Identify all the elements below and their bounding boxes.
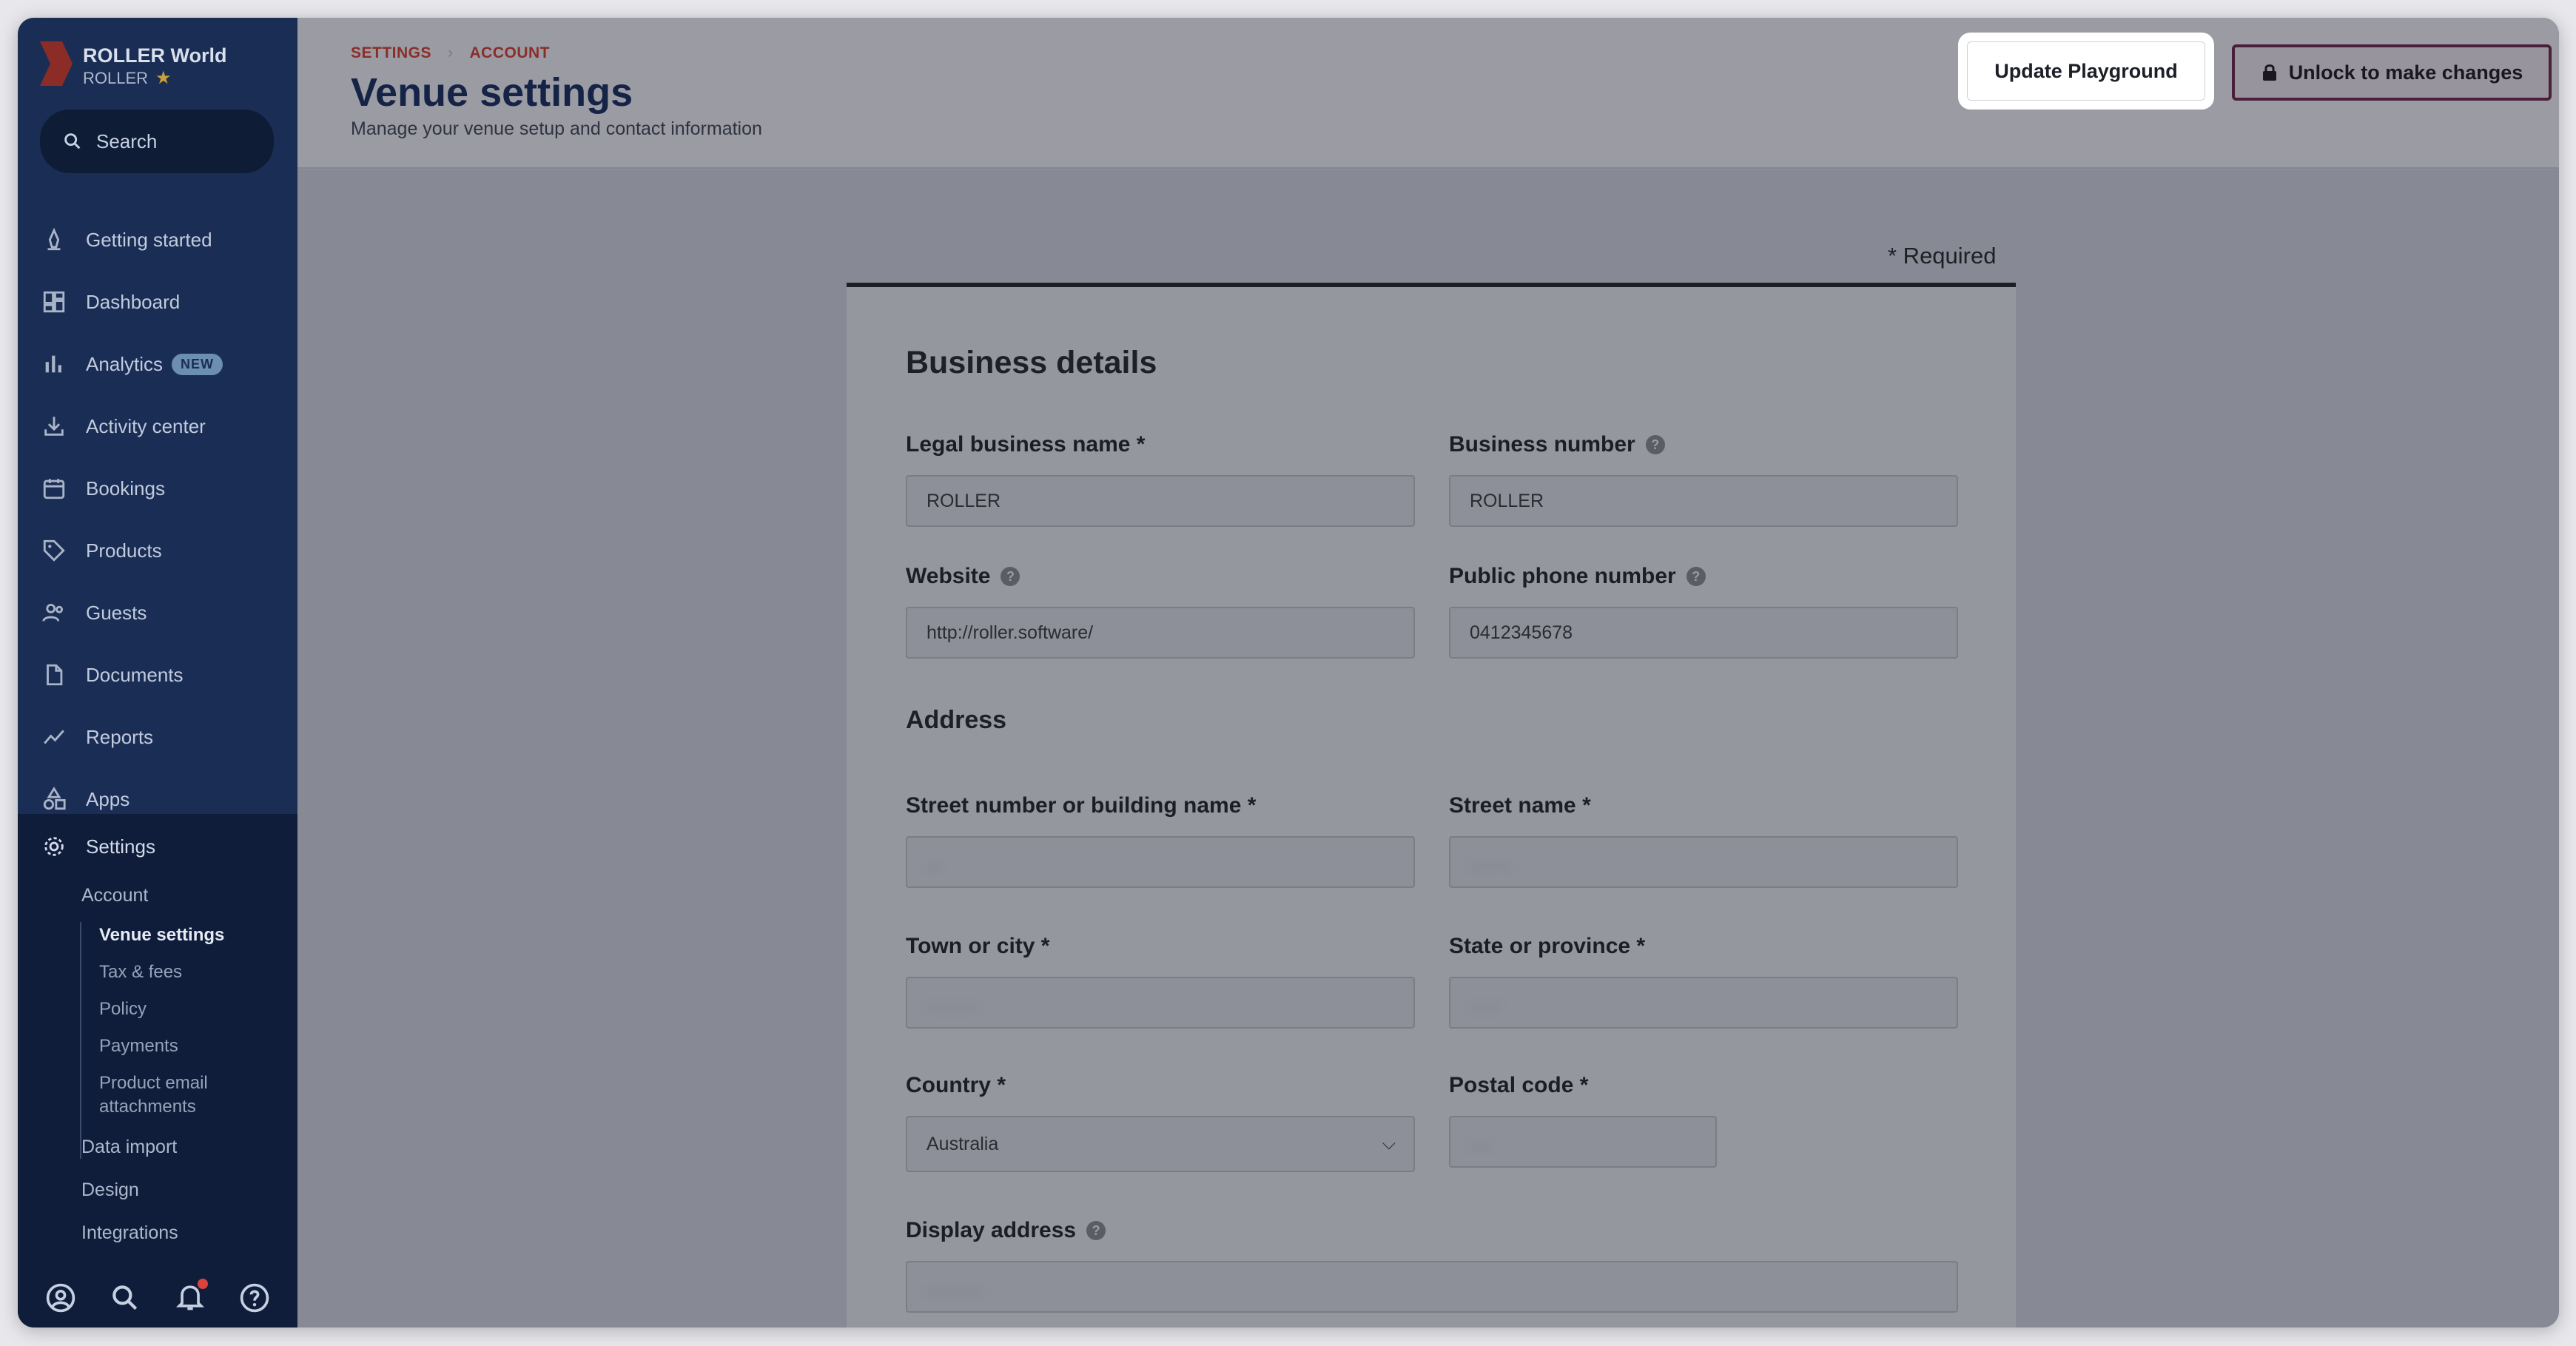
- state-input[interactable]: [1449, 977, 1958, 1029]
- nav-analytics[interactable]: [18, 333, 297, 395]
- display-address-label-text: Display address: [906, 1218, 1077, 1242]
- nav-tax-fees[interactable]: Tax & fees: [99, 962, 183, 982]
- nav-label: Bookings: [86, 477, 165, 499]
- town-value: ..........: [927, 992, 978, 1013]
- nav-account[interactable]: Account: [81, 885, 149, 906]
- search-button[interactable]: [40, 110, 274, 173]
- help-icon[interactable]: ?: [1086, 1221, 1106, 1240]
- business-number-input[interactable]: [1449, 475, 1958, 527]
- nav-settings[interactable]: [18, 815, 297, 878]
- country-label-text: Country *: [906, 1073, 1006, 1097]
- nav-label: Guests: [86, 601, 147, 624]
- main-nav: [18, 209, 297, 830]
- nav-venue-settings[interactable]: Venue settings: [99, 925, 225, 945]
- gear-icon: [41, 834, 67, 859]
- nav-design[interactable]: Design: [81, 1180, 139, 1200]
- nav-reports[interactable]: [18, 706, 297, 768]
- nav-products[interactable]: [18, 519, 297, 582]
- bar-chart-icon: [41, 351, 67, 377]
- breadcrumb-account[interactable]: ACCOUNT: [469, 44, 551, 61]
- search-icon: [62, 131, 83, 152]
- subnav-divider: [80, 922, 81, 1159]
- trend-line-icon: [41, 724, 67, 750]
- display-address-label: [906, 1218, 1106, 1243]
- postal-value: ....: [1470, 1131, 1490, 1152]
- country-select[interactable]: [906, 1116, 1415, 1172]
- help-icon[interactable]: ?: [1646, 435, 1665, 454]
- street-name-label-text: Street name *: [1449, 793, 1591, 818]
- phone-label: [1449, 564, 1706, 589]
- state-label-text: State or province *: [1449, 934, 1646, 958]
- display-address-value: ...........: [927, 1276, 983, 1297]
- new-badge: NEW: [172, 354, 223, 375]
- state-value: ......: [1470, 992, 1501, 1013]
- people-icon: [41, 600, 67, 625]
- town-label: [906, 934, 1049, 959]
- website-input[interactable]: [906, 607, 1415, 659]
- breadcrumb-settings[interactable]: SETTINGS: [351, 44, 432, 61]
- nav-dashboard[interactable]: [18, 271, 297, 333]
- nav-documents[interactable]: [18, 644, 297, 706]
- address-title: Address: [906, 706, 1007, 734]
- document-icon: [41, 662, 67, 687]
- town-input[interactable]: [906, 977, 1415, 1029]
- account-circle-icon[interactable]: [44, 1282, 77, 1314]
- nav-label: Reports: [86, 725, 154, 748]
- nav-label: Products: [86, 539, 162, 562]
- phone-label-text: Public phone number: [1449, 564, 1676, 588]
- nav-data-import[interactable]: Data import: [81, 1137, 178, 1157]
- nav-label: Getting started: [86, 228, 212, 251]
- state-label: [1449, 934, 1645, 959]
- download-tray-icon: [41, 414, 67, 439]
- display-address-input[interactable]: [906, 1261, 1958, 1313]
- country-value: Australia: [927, 1133, 999, 1154]
- street-number-label-text: Street number or building name *: [906, 793, 1257, 818]
- required-note: * Required: [1888, 243, 1997, 269]
- star-icon: ★: [155, 68, 172, 88]
- phone-input[interactable]: [1449, 607, 1958, 659]
- website-value: http://roller.software/: [927, 622, 1094, 643]
- nav-product-email[interactable]: Product email: [99, 1073, 208, 1093]
- legal-name-value: ROLLER: [927, 490, 1001, 511]
- page-title: Venue settings: [351, 70, 633, 115]
- search-label: Search: [96, 129, 158, 152]
- search-icon[interactable]: [109, 1282, 141, 1314]
- notifications-button[interactable]: [174, 1280, 206, 1316]
- business-number-label: [1449, 432, 1665, 457]
- nav-label: Dashboard: [86, 290, 181, 313]
- apps-shapes-icon: [41, 787, 67, 812]
- org-name: ROLLER: [83, 69, 149, 87]
- nav-activity-center[interactable]: [18, 395, 297, 457]
- page-subtitle: Manage your venue setup and contact information: [351, 118, 762, 139]
- settings-section: [18, 814, 297, 1328]
- unlock-button[interactable]: [2232, 44, 2552, 101]
- sidebar-footer: [18, 1268, 297, 1328]
- main-content: [297, 170, 2559, 1328]
- nav-product-email-attachments[interactable]: attachments: [99, 1097, 196, 1117]
- nav-policy[interactable]: Policy: [99, 999, 147, 1019]
- street-number-value: ...: [927, 851, 942, 872]
- nav-guests[interactable]: [18, 582, 297, 644]
- calendar-icon: [41, 476, 67, 501]
- nav-label: Apps: [86, 787, 130, 810]
- venue-name: ROLLER World: [83, 44, 227, 67]
- business-number-label-text: Business number: [1449, 432, 1635, 457]
- business-details-card: [847, 283, 2016, 1328]
- nav-label: Documents: [86, 663, 184, 686]
- page-header: [297, 18, 2559, 169]
- nav-label: Settings: [86, 835, 155, 858]
- lock-icon: [2261, 63, 2279, 82]
- nav-integrations[interactable]: Integrations: [81, 1222, 178, 1243]
- brand[interactable]: [40, 43, 226, 89]
- country-label: [906, 1073, 1006, 1098]
- postal-input[interactable]: [1449, 1116, 1717, 1168]
- business-details-title: Business details: [906, 345, 1157, 380]
- app-window: [18, 18, 2559, 1328]
- breadcrumb: [351, 44, 550, 62]
- legal-name-input[interactable]: [906, 475, 1415, 527]
- nav-getting-started[interactable]: [18, 209, 297, 271]
- update-playground-button[interactable]: Update Playground: [1967, 41, 2205, 101]
- website-label: [906, 564, 1020, 589]
- help-icon[interactable]: ?: [1686, 567, 1706, 586]
- help-icon[interactable]: [238, 1282, 271, 1314]
- phone-value: 0412345678: [1470, 622, 1573, 643]
- street-name-label: [1449, 793, 1591, 818]
- tag-icon: [41, 538, 67, 563]
- postal-label: [1449, 1073, 1588, 1098]
- help-icon[interactable]: ?: [1001, 567, 1020, 586]
- nav-label: Activity center: [86, 414, 206, 437]
- town-label-text: Town or city *: [906, 934, 1050, 958]
- sidebar: [18, 18, 297, 1328]
- business-number-value: ROLLER: [1470, 490, 1544, 511]
- rocket-icon: [41, 227, 67, 252]
- unlock-label: Unlock to make changes: [2288, 61, 2523, 84]
- legal-name-label: [906, 432, 1145, 457]
- nav-label: Analytics: [86, 352, 164, 375]
- notification-dot: [198, 1279, 208, 1289]
- legal-name-label-text: Legal business name *: [906, 432, 1146, 457]
- nav-payments[interactable]: Payments: [99, 1036, 178, 1056]
- street-name-input[interactable]: [1449, 836, 1958, 888]
- postal-label-text: Postal code *: [1449, 1073, 1589, 1097]
- website-label-text: Website: [906, 564, 991, 588]
- dashboard-icon: [41, 289, 67, 314]
- chevron-right-icon: ›: [448, 44, 454, 61]
- street-number-label: [906, 793, 1256, 818]
- street-name-value: ........: [1470, 851, 1511, 872]
- roller-logo-icon: [40, 41, 73, 86]
- street-number-input[interactable]: [906, 836, 1415, 888]
- nav-bookings[interactable]: [18, 457, 297, 519]
- chevron-down-icon: ⌵: [1382, 1134, 1396, 1154]
